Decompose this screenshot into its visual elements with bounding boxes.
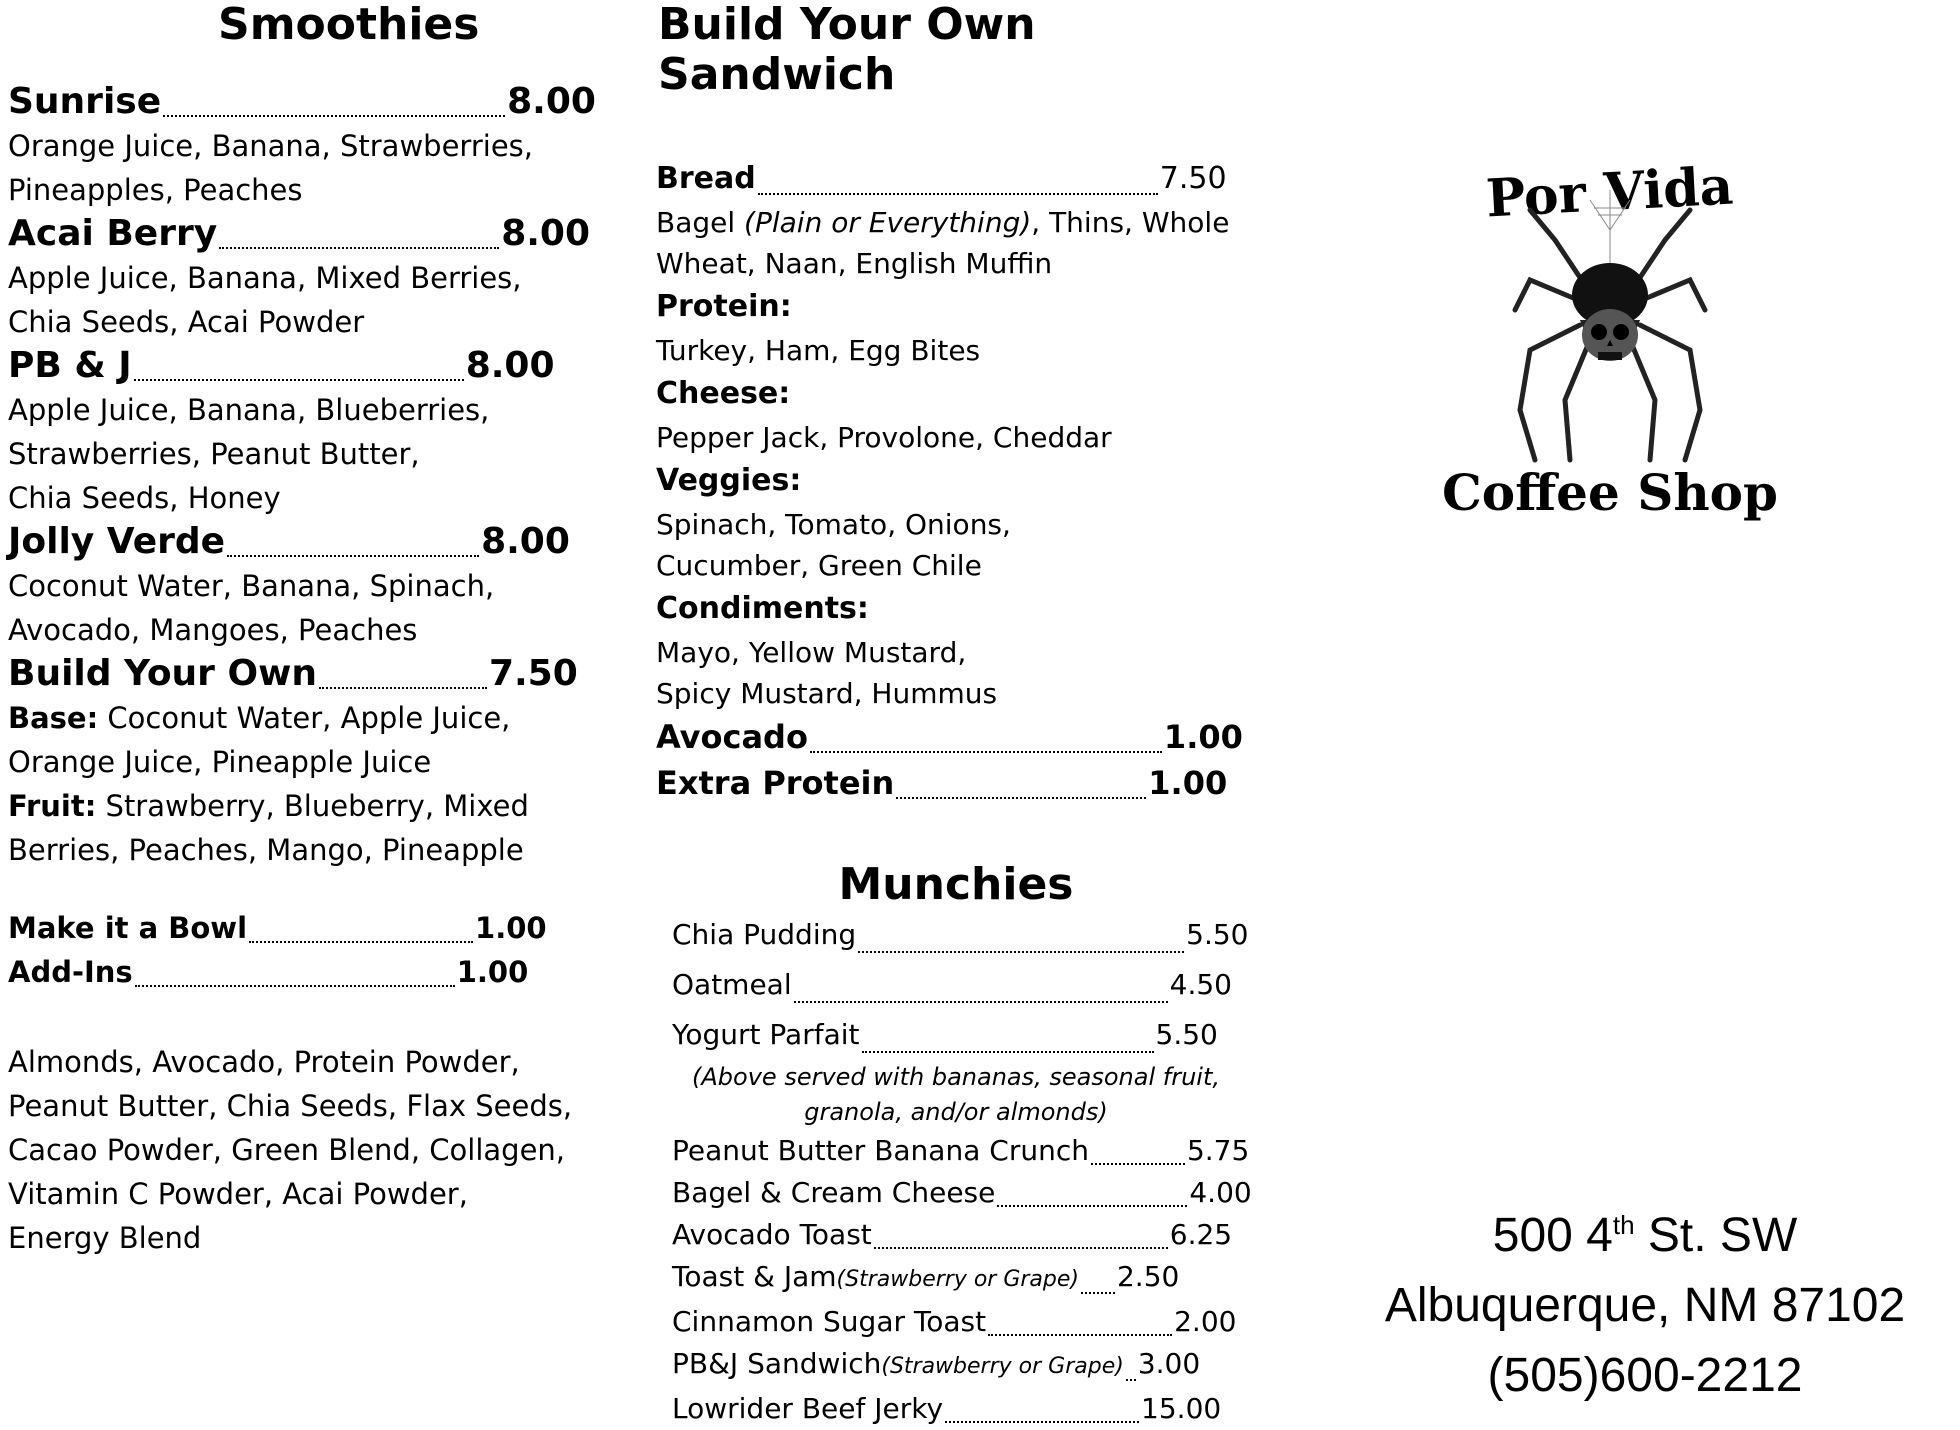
leader-dots [163,115,505,117]
item-desc: Chia Seeds, Acai Powder [8,305,365,339]
leader-dots [988,1334,1172,1336]
item-name: Oatmeal [672,968,792,1001]
veggies-label: Veggies: [656,463,802,498]
leader-dots [1081,1292,1115,1294]
cheese-label: Cheese: [656,376,791,411]
menu-item [8,344,608,520]
condiments-label: Condiments: [656,591,869,626]
phone-number: (505)600-2212 [1487,1349,1803,1402]
munchies-note: granola, and/or almonds) [804,1098,1108,1126]
item-price: 5.75 [1186,1134,1250,1167]
item-name: Chia Pudding [672,918,857,951]
base-text-2: Orange Juice, Pineapple Juice [8,745,432,779]
street-number: 500 4 [1492,1209,1613,1262]
item-price: 2.00 [1174,1305,1237,1338]
item-price: 8.00 [501,213,591,254]
extra-item [8,950,608,994]
item-price: 3.00 [1137,1347,1201,1380]
munchies-item [656,1172,1256,1214]
leader-dots [134,379,464,381]
item-desc: Chia Seeds, Honey [8,481,281,515]
item-price: 6.25 [1169,1218,1233,1251]
addins-list [8,1040,608,1260]
munchies-item [656,1343,1256,1388]
addins-line: Vitamin C Powder, Acai Powder, [8,1177,468,1211]
item-desc: Avocado, Mangoes, Peaches [8,613,418,647]
addins-line: Peanut Butter, Chia Seeds, Flax Seeds, [8,1089,573,1123]
sandwich-title: Build Your Own Sandwich [658,0,1036,100]
protein-text: Turkey, Ham, Egg Bites [656,334,981,367]
munchies-list [656,910,1256,1430]
munchies-title: Munchies [838,859,1074,910]
item-name: Avocado [656,718,808,756]
item-price: 4.50 [1169,968,1232,1001]
item-note: (Strawberry or Grape) [836,1267,1079,1292]
menu-item [8,212,608,344]
veggies-text: Spinach, Tomato, Onions, [656,508,1011,541]
sandwich-section [656,0,1256,1430]
munchies-item [656,960,1256,1010]
bread-text-c: , Thins, Whole [1031,206,1230,239]
condiments-text: Mayo, Yellow Mustard, [656,636,967,669]
item-price: 5.50 [1186,918,1249,951]
logo-text-bottom: Coffee Shop [1442,463,1778,522]
item-name: Toast & Jam [672,1260,837,1293]
address-block [1330,1190,1960,1411]
bread-desc-2: Wheat, Naan, English Muffin [656,247,1053,280]
item-price: 2.50 [1116,1260,1180,1293]
spider-skull-icon [1442,155,1778,540]
base-text: Coconut Water, Apple Juice, [98,701,511,735]
leader-dots [219,247,499,249]
item-name: Jolly Verde [8,521,226,562]
fruit-text: Strawberry, Blueberry, Mixed [96,789,529,823]
item-price: 4.00 [1189,1176,1252,1209]
item-price: 8.00 [507,81,596,122]
item-name: Avocado Toast [672,1218,872,1251]
item-name: Yogurt Parfait [672,1018,860,1051]
condiments-text-2: Spicy Mustard, Hummus [656,677,998,710]
leader-dots [810,751,1162,753]
logo-text-top: Por Vida [1484,155,1735,230]
item-name: Add-Ins [8,955,133,989]
item-price: 1.00 [475,911,547,945]
leader-dots [874,1247,1168,1249]
munchies-item [656,1388,1256,1430]
street-name: St. SW [1634,1209,1798,1262]
item-name: PB & J [8,345,132,386]
item-note: (Strawberry or Grape) [881,1354,1124,1379]
leader-dots [945,1421,1139,1423]
munchies-note: (Above served with bananas, seasonal fruit, [692,1063,1220,1091]
munchies-item [656,1130,1256,1172]
addon-item [656,760,1256,806]
leader-dots [1091,1163,1185,1165]
item-name: Acai Berry [8,213,218,254]
leader-dots [997,1205,1187,1207]
item-price: 7.50 [488,653,578,694]
leader-dots [794,1001,1168,1003]
addins-line: Cacao Powder, Green Blend, Collagen, [8,1133,566,1167]
city-state-zip: Albuquerque, NM 87102 [1384,1279,1906,1332]
bread-desc [656,202,1256,243]
smoothies-section [8,0,608,1260]
cheese-text: Pepper Jack, Provolone, Cheddar [656,421,1112,454]
leader-dots [249,941,473,943]
item-name: Build Your Own [8,653,317,694]
fruit-text-2: Berries, Peaches, Mango, Pineapple [8,833,524,867]
munchies-item [656,910,1256,960]
leader-dots [758,193,1158,195]
leader-dots [227,555,479,557]
item-desc: Apple Juice, Banana, Mixed Berries, [8,261,522,295]
item-desc: Strawberries, Peanut Butter, [8,437,420,471]
item-price: 8.00 [465,345,555,386]
item-name: Sunrise [8,81,162,122]
item-price: 1.00 [456,955,529,989]
item-price: 5.50 [1155,1018,1218,1051]
street-address [1330,1190,1960,1271]
item-desc: Pineapples, Peaches [8,173,303,207]
item-desc: Coconut Water, Banana, Spinach, [8,569,495,603]
leader-dots [858,951,1184,953]
item-name: Peanut Butter Banana Crunch [672,1134,1089,1167]
extra-item [8,906,608,950]
munchies-item [656,1256,1256,1301]
item-price: 8.00 [481,521,570,562]
addon-item [656,714,1256,760]
leader-dots [862,1051,1154,1053]
veggies-text-2: Cucumber, Green Chile [656,549,982,582]
addins-line: Energy Blend [8,1221,202,1255]
base-line [8,696,608,740]
bread-text-b: (Plain or Everything) [744,206,1032,239]
item-name: Make it a Bowl [8,911,248,945]
menu-item [8,80,608,212]
protein-label: Protein: [656,289,792,324]
munchies-item [656,1010,1256,1060]
fruit-label: Fruit: [8,789,97,823]
item-name: Extra Protein [656,764,895,802]
leader-dots [319,687,487,689]
street-suffix: th [1612,1210,1635,1240]
bread-item [656,156,1256,202]
leader-dots [1126,1379,1136,1381]
item-name: Bagel & Cream Cheese [672,1176,996,1209]
munchies-item [656,1301,1256,1343]
item-price: 1.00 [1148,764,1228,802]
menu-item [8,652,608,872]
menu-item [8,520,608,652]
bread-text-a: Bagel [656,206,745,239]
munchies-item [656,1214,1256,1256]
leader-dots [135,985,455,987]
item-name: Bread [656,161,756,196]
smoothies-title: Smoothies [218,0,480,50]
item-name: Lowrider Beef Jerky [672,1392,944,1425]
addins-line: Almonds, Avocado, Protein Powder, [8,1045,520,1079]
fruit-line [8,784,608,828]
item-price: 15.00 [1141,1392,1222,1425]
item-desc: Orange Juice, Banana, Strawberries, [8,129,533,163]
leader-dots [896,797,1146,799]
item-desc: Apple Juice, Banana, Blueberries, [8,393,490,427]
base-label: Base: [8,701,99,735]
item-price: 1.00 [1163,718,1243,756]
item-price: 7.50 [1159,161,1227,196]
item-name: PB&J Sandwich [672,1347,882,1380]
item-name: Cinnamon Sugar Toast [672,1305,987,1338]
